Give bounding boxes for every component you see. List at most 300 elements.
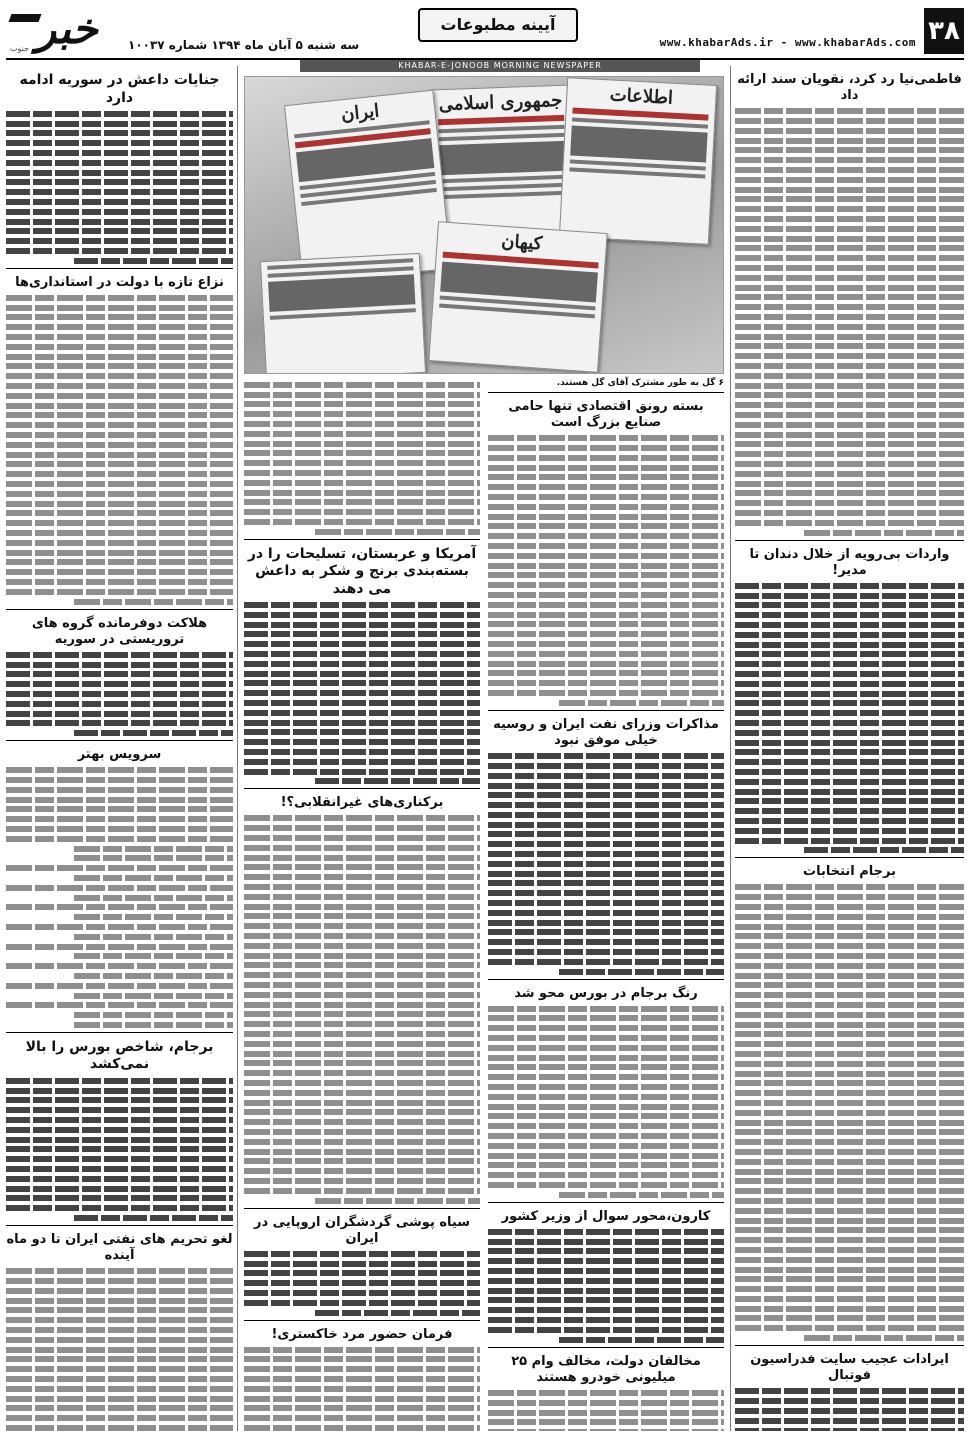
text-line <box>735 138 964 144</box>
text-line <box>6 1337 233 1343</box>
text-line <box>735 187 964 193</box>
text-line <box>488 543 724 549</box>
text-line <box>244 1178 480 1184</box>
text-line <box>735 884 964 890</box>
article-lead <box>488 753 724 975</box>
text-line <box>244 1100 480 1106</box>
text-line <box>6 1425 233 1431</box>
article-body <box>488 1390 724 1431</box>
text-line <box>6 334 233 340</box>
text-line <box>6 652 233 658</box>
text-line <box>735 1208 964 1214</box>
text-line <box>488 1248 724 1254</box>
text-line <box>735 373 964 379</box>
text-line <box>735 1188 964 1194</box>
text-line <box>244 1366 480 1372</box>
text-line <box>735 789 964 795</box>
text-line <box>244 982 480 988</box>
text-line <box>735 206 964 212</box>
text-line <box>735 769 964 775</box>
text-line <box>6 550 233 556</box>
text-line <box>735 749 964 755</box>
text-line <box>735 691 964 697</box>
text-line <box>735 933 964 939</box>
text-line <box>735 245 964 251</box>
divider <box>244 539 480 540</box>
text-line <box>244 953 480 959</box>
text-line <box>74 953 233 959</box>
text-line <box>74 973 233 979</box>
text-line <box>74 599 233 605</box>
text-line <box>488 612 724 618</box>
text-line <box>735 1315 964 1321</box>
text-line <box>735 1428 964 1431</box>
text-line <box>488 880 724 886</box>
divider <box>6 268 233 269</box>
text-line <box>735 1227 964 1233</box>
text-line <box>488 474 724 480</box>
text-line <box>735 914 964 920</box>
text-line <box>735 1306 964 1312</box>
text-line <box>488 582 724 588</box>
text-line <box>6 121 233 127</box>
text-line <box>244 392 480 398</box>
text-line <box>244 894 480 900</box>
article-body <box>244 815 480 1203</box>
text-line <box>735 904 964 910</box>
text-line <box>244 700 480 706</box>
text-line <box>6 579 233 585</box>
text-line <box>735 720 964 726</box>
text-line <box>6 481 233 487</box>
article-body <box>488 1006 724 1198</box>
text-line <box>735 1408 964 1414</box>
text-line <box>488 1327 724 1333</box>
text-line <box>6 442 233 448</box>
text-line <box>244 729 480 735</box>
divider <box>244 1208 480 1209</box>
text-line <box>488 871 724 877</box>
text-line <box>244 509 480 515</box>
text-line <box>488 1229 724 1235</box>
text-line <box>735 412 964 418</box>
text-line <box>6 461 233 467</box>
text-line <box>74 875 233 881</box>
text-line <box>244 631 480 637</box>
article-body <box>244 1347 480 1431</box>
text-line <box>244 441 480 447</box>
text-line <box>244 680 480 686</box>
text-line <box>735 779 964 785</box>
article-headline[interactable]: سیاه پوشی گردشگران اروپایی در ایران <box>254 1214 470 1246</box>
text-line <box>6 1195 233 1201</box>
text-line <box>6 1288 233 1294</box>
text-line <box>6 228 233 234</box>
site-url[interactable]: www.khabarAds.ir - www.khabarAds.com <box>659 36 916 49</box>
text-line <box>488 445 724 451</box>
text-line <box>244 1129 480 1135</box>
text-line <box>488 563 724 569</box>
text-line <box>735 838 964 844</box>
text-line <box>735 661 964 667</box>
text-line <box>6 589 233 595</box>
text-line <box>735 894 964 900</box>
article-body <box>244 382 480 535</box>
text-line <box>6 412 233 418</box>
text-line <box>6 797 233 803</box>
text-line <box>488 1015 724 1021</box>
text-line <box>6 1415 233 1421</box>
article-headline[interactable]: جنایات داعش در سوریه ادامه دارد <box>19 72 220 106</box>
divider <box>6 1225 233 1226</box>
text-line <box>244 1300 480 1306</box>
text-line <box>735 383 964 389</box>
text-line <box>735 1002 964 1008</box>
text-line <box>735 147 964 153</box>
text-line <box>6 140 233 146</box>
text-line <box>6 559 233 565</box>
article-headline[interactable]: ایرادات عجیب سایت فدراسیون فوتبال <box>750 1352 949 1384</box>
text-line <box>559 969 724 975</box>
text-line <box>244 421 480 427</box>
text-line <box>488 1074 724 1080</box>
text-line <box>6 1376 233 1382</box>
text-line <box>488 494 724 500</box>
text-line <box>488 1064 724 1070</box>
text-line <box>488 690 724 696</box>
text-line <box>735 167 964 173</box>
text-line <box>6 816 233 822</box>
text-line <box>244 1011 480 1017</box>
text-line <box>244 411 480 417</box>
text-line <box>488 831 724 837</box>
text-line <box>735 759 964 765</box>
text-line <box>735 642 964 648</box>
text-line <box>488 1172 724 1178</box>
text-line <box>6 501 233 507</box>
text-line <box>804 847 964 853</box>
text-line <box>735 294 964 300</box>
text-line <box>735 520 964 526</box>
newspaper-front-page <box>428 221 607 373</box>
text-line <box>6 150 233 156</box>
text-line <box>6 1298 233 1304</box>
text-line <box>735 1129 964 1135</box>
text-line <box>244 460 480 466</box>
text-line <box>244 855 480 861</box>
text-line <box>488 504 724 510</box>
section-title: آیینه مطبوعات <box>418 8 578 42</box>
text-line <box>735 1247 964 1253</box>
article-headline[interactable]: بسته رونق اقتصادی تنها حامی صنایع بزرگ است <box>508 399 704 431</box>
text-line <box>488 753 724 759</box>
text-line <box>244 710 480 716</box>
text-line <box>488 783 724 789</box>
text-line <box>6 1137 233 1143</box>
text-line <box>6 189 233 195</box>
text-line <box>6 1347 233 1353</box>
article-headline[interactable]: فرمان حضور مرد خاکستری! <box>271 1326 453 1342</box>
text-line <box>735 1418 964 1424</box>
text-line <box>244 1041 480 1047</box>
article-lead <box>244 602 480 784</box>
text-line <box>488 1410 724 1416</box>
masthead-ribbon: KHABAR-E-JONOOB MORNING NEWSPAPER <box>300 60 700 72</box>
divider <box>6 609 233 610</box>
text-line <box>735 392 964 398</box>
text-line <box>244 1425 480 1431</box>
text-line <box>74 730 233 736</box>
text-line <box>488 1123 724 1129</box>
text-line <box>735 265 964 271</box>
article-headline[interactable]: سرویس بهتر <box>77 747 162 763</box>
article-body <box>6 295 233 605</box>
text-line <box>488 1288 724 1294</box>
divider <box>488 1347 724 1348</box>
text-line <box>735 681 964 687</box>
text-line <box>488 533 724 539</box>
text-line <box>244 470 480 476</box>
text-line <box>244 1149 480 1155</box>
article-headline[interactable]: فاطمی‌نیا رد کرد، نقویان سند ارائه داد <box>737 72 962 104</box>
middle-sub-column-right <box>488 378 724 1431</box>
text-line <box>244 835 480 841</box>
text-line <box>735 1110 964 1116</box>
article-body <box>735 108 964 535</box>
text-line <box>74 895 233 901</box>
text-line <box>804 1335 964 1341</box>
text-line <box>735 963 964 969</box>
text-line <box>735 798 964 804</box>
text-line <box>244 1396 480 1402</box>
text-line <box>6 1176 233 1182</box>
text-line <box>74 258 233 264</box>
text-line <box>735 275 964 281</box>
text-line <box>244 874 480 880</box>
text-line <box>488 661 724 667</box>
text-line <box>735 1159 964 1165</box>
text-line <box>6 681 233 687</box>
text-line <box>488 822 724 828</box>
divider <box>488 710 724 711</box>
logo-word: خبر <box>36 4 98 53</box>
text-line <box>6 305 233 311</box>
text-line <box>244 612 480 618</box>
text-line <box>735 583 964 589</box>
article-headline[interactable]: برکناری‌های غیرانقلابی؟! <box>280 795 444 811</box>
text-line <box>74 934 233 940</box>
text-line <box>735 441 964 447</box>
text-line <box>315 1310 480 1316</box>
text-line <box>488 939 724 945</box>
text-line <box>488 1133 724 1139</box>
text-line <box>488 1182 724 1188</box>
text-line <box>6 373 233 379</box>
text-line <box>488 949 724 955</box>
article-body <box>6 1268 233 1431</box>
text-line <box>735 285 964 291</box>
text-line <box>315 778 480 784</box>
text-line <box>735 500 964 506</box>
text-line <box>735 593 964 599</box>
text-line <box>735 490 964 496</box>
text-line <box>735 461 964 467</box>
text-line <box>244 864 480 870</box>
text-line <box>6 1127 233 1133</box>
text-line <box>244 1188 480 1194</box>
text-line <box>6 924 233 930</box>
text-line <box>735 236 964 242</box>
middle-sub-column-left <box>244 378 480 1431</box>
text-line <box>488 1239 724 1245</box>
text-line <box>488 1084 724 1090</box>
text-line <box>6 452 233 458</box>
text-line <box>6 1146 233 1152</box>
text-line <box>6 983 233 989</box>
text-line <box>6 963 233 969</box>
text-line <box>244 1139 480 1145</box>
text-line <box>244 1031 480 1037</box>
text-line <box>244 519 480 525</box>
text-line <box>488 641 724 647</box>
text-line <box>6 1278 233 1284</box>
text-line <box>735 1041 964 1047</box>
article-headline[interactable]: هلاکت دوفرمانده گروه های تروریستی در سوریه <box>31 615 208 647</box>
text-line <box>735 226 964 232</box>
text-line <box>6 530 233 536</box>
text-line <box>244 1051 480 1057</box>
article-headline[interactable]: برجام، شاخص بورس را بالا نمی‌کشد <box>25 1038 214 1073</box>
article-headline[interactable]: رنگ برجام در بورس محو شد <box>514 985 698 1001</box>
text-line <box>488 1297 724 1303</box>
article-headline[interactable]: مخالفان دولت، مخالف وام ۲۵ میلیونی خودرو هستند <box>511 1353 701 1385</box>
text-line <box>735 1237 964 1243</box>
text-line <box>74 1022 233 1028</box>
text-line <box>244 1270 480 1276</box>
article-lead <box>6 652 233 736</box>
text-line <box>488 621 724 627</box>
text-line <box>735 1286 964 1292</box>
article-headline[interactable]: آمریکا و عربستان، تسلیحات را در بسته‌بندی برنج و شکر به داعش می دهند <box>247 545 477 597</box>
text-line <box>6 540 233 546</box>
text-line <box>244 1415 480 1421</box>
text-line <box>244 450 480 456</box>
text-line <box>244 690 480 696</box>
text-line <box>488 851 724 857</box>
text-line <box>244 815 480 821</box>
article-lead <box>488 1229 724 1343</box>
text-line <box>6 1205 233 1211</box>
text-line <box>488 802 724 808</box>
text-line <box>488 484 724 490</box>
text-line <box>244 1158 480 1164</box>
text-line <box>735 1100 964 1106</box>
text-line <box>735 471 964 477</box>
text-line <box>6 510 233 516</box>
text-line <box>6 1317 233 1323</box>
text-line <box>244 401 480 407</box>
text-line <box>488 1162 724 1168</box>
text-line <box>735 1198 964 1204</box>
article-headline[interactable]: برجام انتخابات <box>803 864 896 880</box>
text-line <box>735 128 964 134</box>
divider <box>6 1032 233 1033</box>
text-line <box>488 602 724 608</box>
text-line <box>488 920 724 926</box>
text-line <box>244 1405 480 1411</box>
text-line <box>6 219 233 225</box>
article-lead <box>244 1251 480 1316</box>
text-line <box>244 1109 480 1115</box>
text-line <box>6 1327 233 1333</box>
text-line <box>6 248 233 254</box>
text-line <box>244 1119 480 1125</box>
text-line <box>244 1080 480 1086</box>
text-line <box>6 671 233 677</box>
article-headline[interactable]: مذاکرات وزرای نفت ایران و روسیه خیلی موفق نبود <box>493 716 719 749</box>
left-column <box>6 66 238 1431</box>
text-line <box>6 383 233 389</box>
text-line <box>488 435 724 441</box>
text-line <box>74 1012 233 1018</box>
text-line <box>244 1251 480 1257</box>
text-line <box>244 382 480 388</box>
issue-date: سه شنبه ۵ آبان ماه ۱۳۹۴ شماره ۱۰۰۳۷ <box>128 38 360 52</box>
middle-grid <box>244 378 724 1431</box>
text-line <box>488 1094 724 1100</box>
newspaper-front-page <box>260 253 426 374</box>
text-line <box>735 828 964 834</box>
text-line <box>6 160 233 166</box>
text-line <box>735 1090 964 1096</box>
text-line <box>488 773 724 779</box>
text-line <box>735 1022 964 1028</box>
text-line <box>6 1107 233 1113</box>
text-line <box>6 314 233 320</box>
text-line <box>488 1307 724 1313</box>
divider <box>488 979 724 980</box>
logo-subtitle: جنوب <box>10 44 30 53</box>
article-headline[interactable]: واردات بی‌رویه از خلال دندان تا مدیر! <box>749 546 950 578</box>
text-line <box>488 523 724 529</box>
text-line <box>244 962 480 968</box>
page-number: ۳۸ <box>924 8 964 54</box>
article-headline[interactable]: لغو تحریم های نفتی ایران تا دو ماه آینده <box>6 1231 233 1264</box>
article-headline[interactable]: نزاع تازه با دولت در استانداری‌ها <box>15 274 224 290</box>
text-line <box>6 1356 233 1362</box>
text-line <box>735 1388 964 1394</box>
text-line <box>6 691 233 697</box>
text-line <box>488 929 724 935</box>
newspapers-photo <box>244 76 724 374</box>
text-line <box>488 1035 724 1041</box>
divider <box>244 1320 480 1321</box>
text-line <box>6 1405 233 1411</box>
text-line <box>6 432 233 438</box>
text-line <box>6 324 233 330</box>
text-line <box>488 792 724 798</box>
text-line <box>735 118 964 124</box>
text-line <box>488 1153 724 1159</box>
text-line <box>488 1278 724 1284</box>
text-line <box>735 622 964 628</box>
text-line <box>6 199 233 205</box>
article-headline[interactable]: کارون،محور سوال از وزیر کشور <box>501 1208 711 1224</box>
text-line <box>244 769 480 775</box>
newspaper-masthead: اطلاعات <box>609 84 674 109</box>
text-line <box>6 238 233 244</box>
text-line <box>6 1117 233 1123</box>
